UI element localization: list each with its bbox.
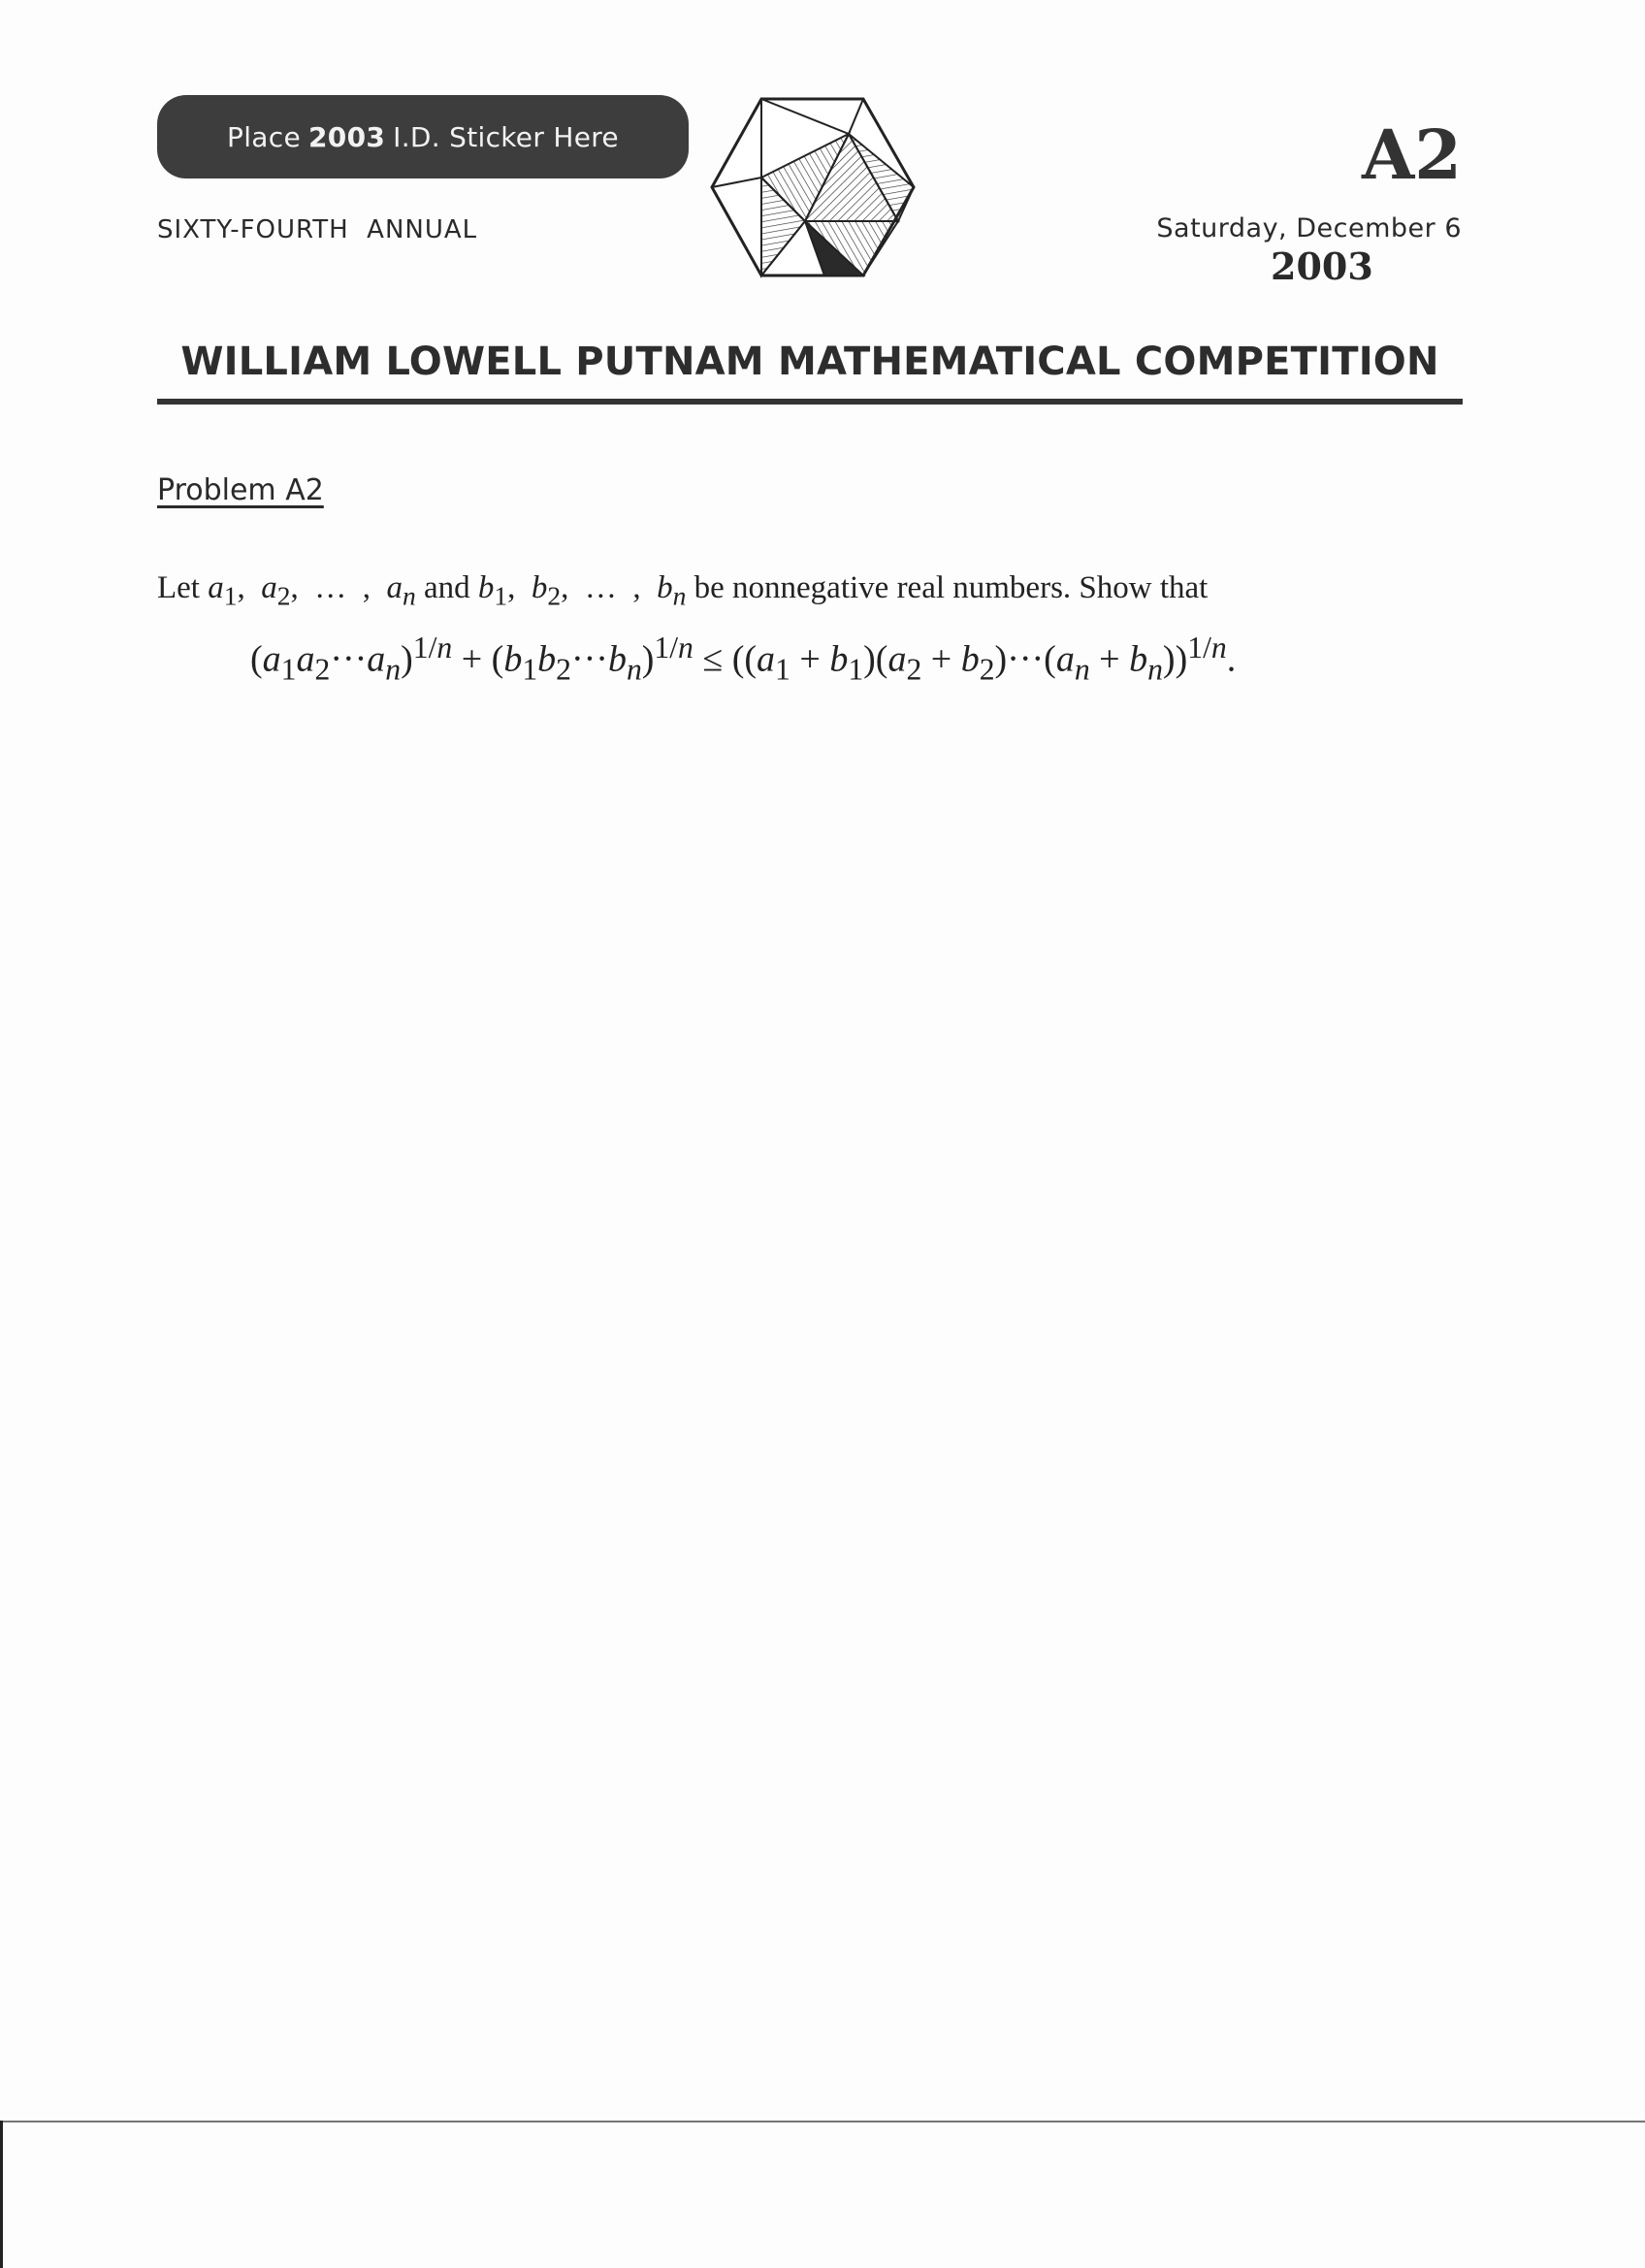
annual-label: SIXTY-FOURTH ANNUAL [157,215,478,244]
exam-code: A2 [1361,114,1462,195]
sticker-suffix: I.D. Sticker Here [393,120,619,153]
sticker-prefix: Place [227,120,301,153]
id-sticker-box [157,95,689,178]
sticker-year: 2003 [308,120,386,153]
competition-title: WILLIAM LOWELL PUTNAM MATHEMATICAL COMPETITION [180,340,1439,384]
title-rule [157,399,1463,405]
page-fold-line [0,2121,1645,2122]
problem-inequality: $(a_1a_2\cdot\cdot\cdot a_n)^{1/n} + (b_1b_2\cdot\cdot\cdot b_n)^{1/n} \le ((a_1 + b_1)(a_2 + b_2)\cdot\cdot\cdot(a_n + b_n))^{1/n}$. [250,631,1237,687]
problem-heading: Problem A2 [157,473,324,507]
exam-date: Saturday, December 6 [1156,213,1462,243]
exam-year: 2003 [1271,244,1373,288]
icosahedron-logo-icon [708,95,921,279]
page-edge [0,2121,3,2268]
problem-statement: Let $a_1$, $a_2$, … , $a_n$ and $b_1$, $b_2$, … , $b_n$ be nonnegative real numbers. Show that [157,570,1209,611]
